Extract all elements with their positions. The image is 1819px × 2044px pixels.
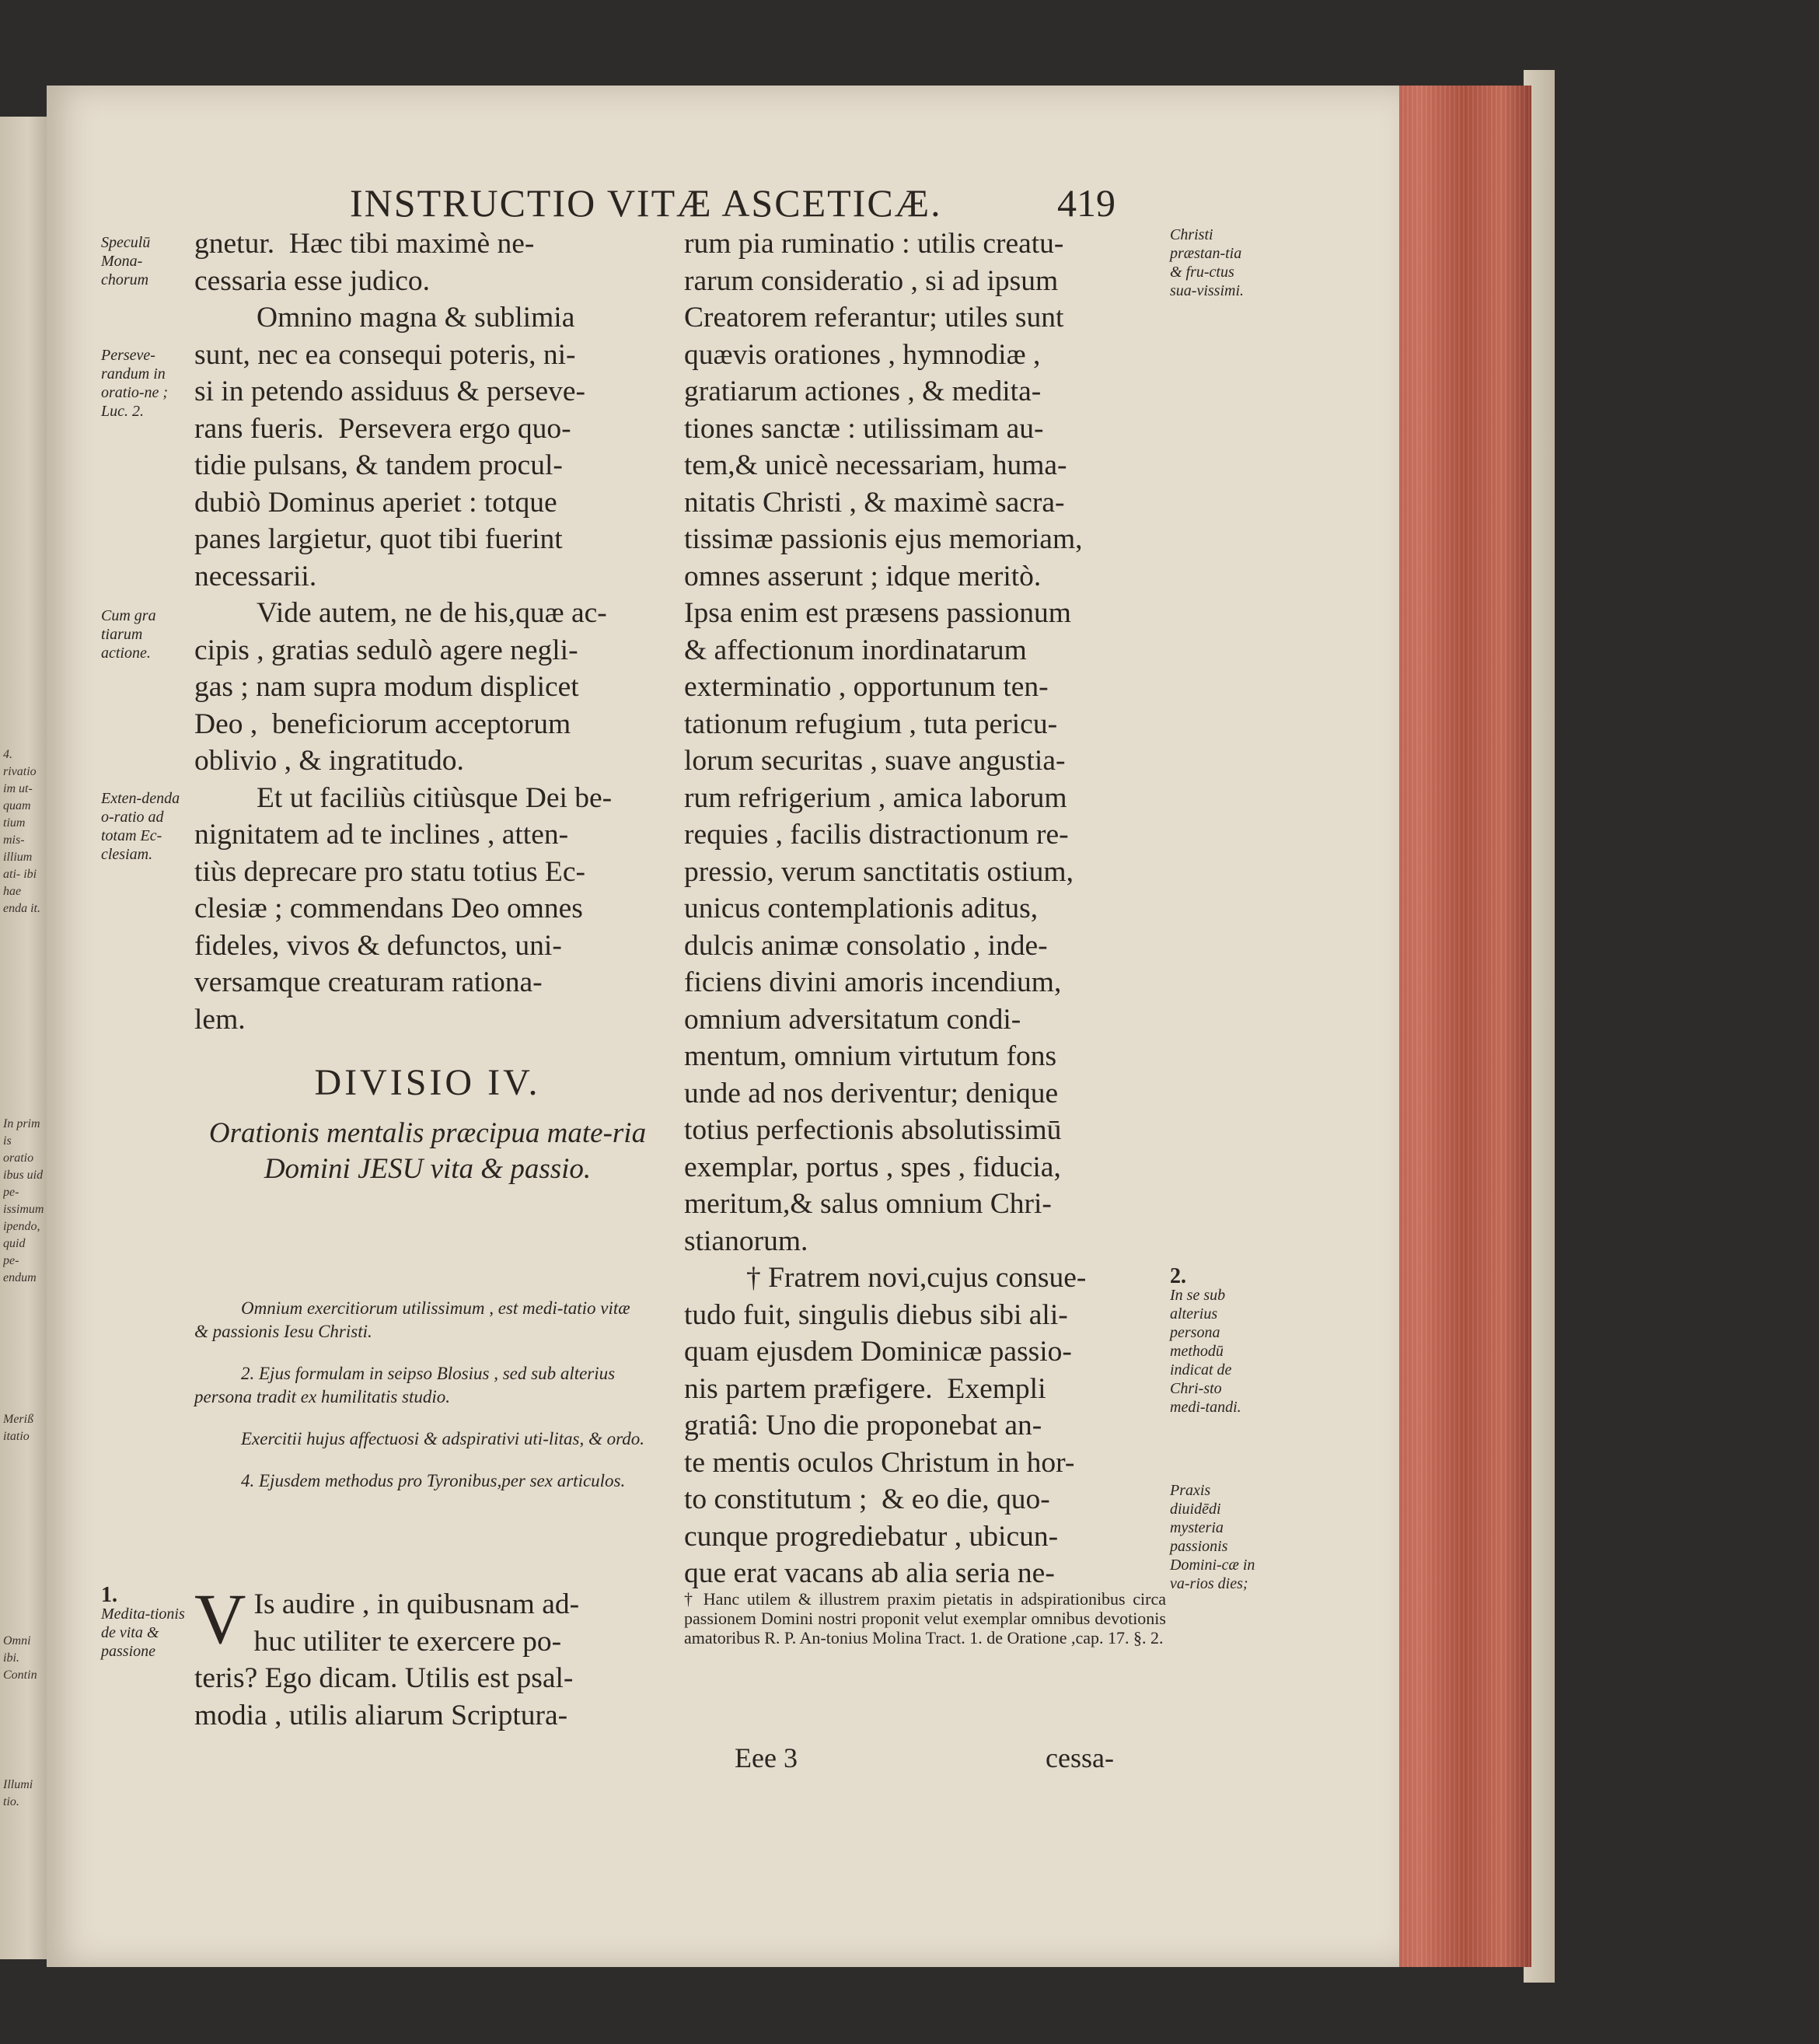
text-line: pressio, verum sanctitatis ostium,: [684, 855, 1074, 888]
text-line: clesiæ ; commendans Deo omnes: [194, 893, 583, 924]
text-line: sunt, nec ea consequi poteris, ni-: [194, 338, 576, 371]
summary-item: 4. Ejusdem methodus pro Tyronibus,per sex articulos.: [241, 1471, 626, 1490]
margin-note-perseverandum: Perseve-randum in oratio-ne ; Luc. 2.: [101, 347, 169, 420]
margin-text: Medita-tionis de vita & passione: [101, 1606, 185, 1660]
text-line: Ipsa enim est præsens passionum: [684, 597, 1071, 629]
text-line: nignitatem ad te inclines , atten-: [194, 819, 569, 851]
text-line: lorum securitas , suave angustia-: [684, 745, 1066, 777]
text-line: requies , facilis distractionum re-: [684, 819, 1069, 851]
section-subheading: Orationis mentalis præcipua mate-ria Domini JESU vita & passio.: [208, 1117, 647, 1185]
text-line: Creatorem referantur; utiles sunt: [684, 302, 1064, 334]
margin-note-speculum: Speculū Mona-chorum: [101, 234, 151, 288]
signature-mark: Eee 3: [735, 1742, 798, 1773]
text-line: panes largietur, quot tibi fuerint: [194, 523, 563, 555]
footnote: † Hanc utilem & illustrem praxim pietatis in adspirationibus circa passionem Domini nostri proponit velut exemplar omnibus devotionis amatoribus R. P. An-tonius Molina Tract. 1. de Oratione ,cap. 17. §. 2.: [684, 1589, 1166, 1647]
left-page-fragment: In prim is oratio ibus uid pe- issimum ipendo, quid pe- endum: [3, 1117, 44, 1284]
summary-item: 2. Ejus formulam in seipso Blosius , sed sub alterius persona tradit ex humilitatis studio.: [194, 1364, 616, 1406]
margin-text: In se sub alterius persona methodū indicat de Chri-sto medi-tandi.: [1170, 1287, 1241, 1416]
text-line: gnetur. Hæc tibi maximè ne-: [194, 228, 535, 260]
margin-note-praxis: Praxis diuidēdi mysteria passionis Domini-cæ in va-rios dies;: [1170, 1482, 1255, 1592]
text-line: Vide autem, ne de his,quæ ac-: [257, 597, 607, 629]
left-page: [0, 117, 47, 1959]
margin-note-christi: Christi præstan-tia & fru-ctus sua-vissimi.: [1170, 226, 1244, 299]
margin-number: 2.: [1170, 1264, 1186, 1288]
left-column: [194, 225, 661, 1038]
text-line: rum pia ruminatio : utilis creatu-: [684, 228, 1064, 260]
text-line: exterminatio , opportunum ten-: [684, 671, 1049, 703]
text-line: unde ad nos deriventur; denique: [684, 1077, 1059, 1109]
text-line: tissimæ passionis ejus memoriam,: [684, 523, 1083, 555]
drop-cap: V: [194, 1579, 246, 1658]
text-line: modia , utilis aliarum Scriptura-: [194, 1699, 568, 1731]
left-page-fragment: 4. rivatio im ut- quam tium mis- illium ati- ibi hae enda it.: [3, 748, 40, 915]
text-line: nitatis Christi , & maximè sacra-: [684, 486, 1065, 519]
left-page-fragment: Illumi tio.: [3, 1778, 33, 1808]
text-line: oblivio , & ingratitudo.: [194, 745, 464, 777]
text-line: dubiò Dominus aperiet : totque: [194, 486, 557, 519]
text-line: rum refrigerium , amica laborum: [684, 781, 1067, 814]
text-line: tiùs deprecare pro statu totius Ec-: [194, 855, 585, 888]
text-line: tudo fuit, singulis diebus sibi ali-: [684, 1298, 1068, 1331]
text-line: cipis , gratias sedulò agere negli-: [194, 634, 578, 666]
text-line: gratiâ: Uno die proponebat an-: [684, 1410, 1042, 1441]
left-page-fragment: Omni ibi. Contin: [3, 1634, 37, 1682]
text-line: teris? Ego dicam. Utilis est psal-: [194, 1662, 574, 1694]
text-line: omnium adversitatum condi-: [684, 1003, 1021, 1036]
text-line: exemplar, portus , spes , fiducia,: [684, 1151, 1061, 1183]
left-column-lower: [194, 1579, 661, 1734]
summary-item: Omnium exercitiorum utilissimum , est medi-tatio vitæ & passionis Iesu Christi.: [194, 1298, 630, 1341]
text-line: Omnino magna & sublimia: [257, 302, 575, 334]
text-line: omnes asserunt ; idque meritò.: [684, 560, 1042, 592]
text-line: necessarii.: [194, 560, 317, 592]
text-line: tiones sanctæ : utilissimam au-: [684, 412, 1044, 445]
text-line: to constitutum ; & eo die, quo-: [684, 1483, 1050, 1515]
text-line: fideles, vivos & defunctos, uni-: [194, 929, 562, 962]
margin-note-meditationis: [101, 1583, 187, 1661]
text-line: si in petendo assiduus & perseve-: [194, 376, 586, 407]
margin-note-methodus: [1170, 1264, 1255, 1417]
catchword: cessa-: [1046, 1742, 1114, 1773]
text-line: quam ejusdem Dominicæ passio-: [684, 1336, 1072, 1368]
text-line: nis partem præfigere. Exempli: [684, 1372, 1046, 1405]
page-block-edge: [1384, 86, 1531, 1967]
section-heading: DIVISIO IV.: [314, 1062, 541, 1103]
text-line: Deo , beneficiorum acceptorum: [194, 708, 571, 740]
running-head: INSTRUCTIO VITÆ ASCETICÆ.: [350, 181, 942, 225]
margin-note-extendenda: Exten-denda o-ratio ad totam Ec-clesiam.: [101, 790, 180, 863]
text-line: gas ; nam supra modum displicet: [194, 671, 579, 703]
page-number: 419: [1057, 181, 1115, 225]
margin-number: 1.: [101, 1583, 117, 1607]
text-line: & affectionum inordinatarum: [684, 634, 1027, 666]
text-line: te mentis oculos Christum in hor-: [684, 1446, 1075, 1479]
text-line: que erat vacans ab alia seria ne-: [684, 1557, 1055, 1589]
text-line: lem.: [194, 1003, 246, 1036]
text-line: huc utiliter te exercere po-: [253, 1625, 562, 1658]
text-line: tidie pulsans, & tandem procul-: [194, 449, 563, 481]
text-line: totius perfectionis absolutissimū: [684, 1114, 1062, 1146]
left-page-fragment: Meriß itatio: [3, 1413, 34, 1443]
text-line: rarum consideratio , si ad ipsum: [684, 264, 1059, 297]
section-summary: [194, 1297, 645, 1511]
text-line: versamque creaturam rationa-: [194, 966, 543, 998]
summary-item: Exercitii hujus affectuosi & adspirativi uti-litas, & ordo.: [241, 1429, 644, 1448]
text-line: Et ut faciliùs citiùsque Dei be-: [257, 781, 613, 814]
text-line: dulcis animæ consolatio , inde-: [684, 929, 1048, 962]
text-line: stianorum.: [684, 1225, 808, 1257]
text-line: unicus contemplationis aditus,: [684, 893, 1039, 924]
text-line: tationum refugium , tuta pericu-: [684, 708, 1058, 740]
text-line: quævis orationes , hymnodiæ ,: [684, 338, 1041, 371]
right-column: [684, 225, 1166, 1592]
text-line: Is audire , in quibusnam ad-: [253, 1588, 580, 1620]
text-line: † Fratrem novi,cujus consue-: [746, 1262, 1087, 1294]
text-line: ficiens divini amoris incendium,: [684, 966, 1062, 998]
text-line: cessaria esse judico.: [194, 264, 431, 297]
text-line: cunque progrediebatur , ubicun-: [684, 1520, 1059, 1553]
text-line: mentum, omnium virtutum fons: [684, 1040, 1057, 1072]
text-line: meritum,& salus omnium Chri-: [684, 1188, 1052, 1220]
text-line: gratiarum actiones , & medita-: [684, 376, 1042, 407]
text-line: tem,& unicè necessariam, huma-: [684, 449, 1067, 481]
margin-note-gratiarum: Cum gra tiarum actione.: [101, 607, 156, 662]
text-line: rans fueris. Persevera ergo quo-: [194, 412, 571, 445]
